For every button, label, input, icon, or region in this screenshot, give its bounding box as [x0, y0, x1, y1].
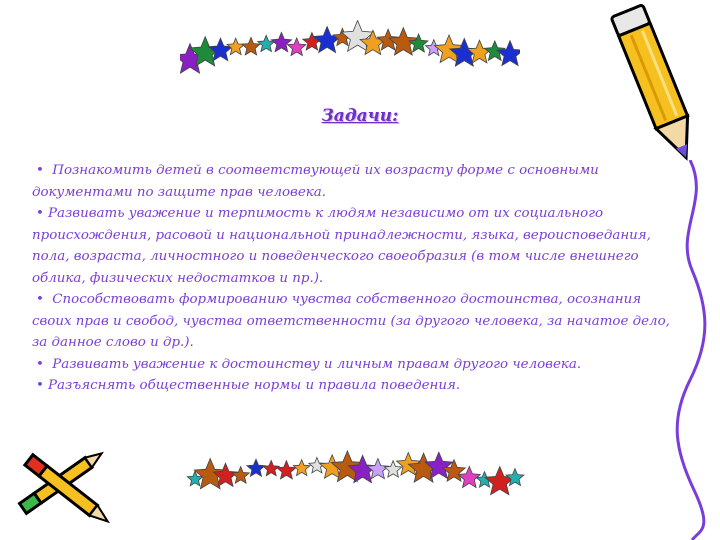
task-text: Разъяснять общественные нормы и правила поведения.	[48, 378, 461, 393]
wavy-line	[670, 160, 720, 540]
task-text: Познакомить детей в соответствующей их возрасту форме с основными документами по защите прав человека.	[32, 163, 599, 200]
star-icon	[303, 33, 321, 51]
list-item	[32, 375, 672, 397]
slide-title: Задачи:	[321, 106, 399, 126]
star-icon	[497, 41, 520, 66]
star-icon	[293, 460, 310, 476]
crossed-pencils-icon	[0, 430, 130, 540]
top-star-garland	[180, 20, 520, 80]
bullet-icon: •	[36, 356, 44, 372]
star-icon	[242, 37, 260, 55]
star-garland-bottom-group	[187, 451, 524, 495]
bottom-star-garland	[185, 445, 525, 505]
pencil-icon	[600, 0, 720, 175]
star-icon	[258, 35, 275, 51]
star-icon	[409, 34, 428, 52]
star-icon	[277, 461, 296, 479]
star-icon	[485, 467, 515, 495]
star-garland-top-group	[180, 21, 520, 74]
list-item	[32, 289, 672, 354]
list-item	[32, 160, 672, 203]
task-text: Способствовать формированию чувства собственного достоинства, осознания своих прав и свобод, чувства ответственности (за другого человека, за начатое дело, за данное слово и др.).	[32, 292, 670, 350]
bullet-icon: •	[36, 292, 44, 307]
task-list	[32, 160, 672, 397]
list-item	[32, 203, 672, 289]
star-icon	[271, 32, 291, 51]
bullet-icon: •	[36, 378, 44, 393]
task-text: Развивать уважение и терпимость к людям независимо от их социального происхождения, расовой и национальной принадлежности, языка, вероисповедания, пола, возраста, личностного и поведенческого своеобразия (в том числе внешнего облика, физических недостатков и пр.).	[32, 206, 651, 286]
bullet-icon: •	[36, 163, 44, 178]
star-icon	[367, 459, 388, 479]
star-icon	[232, 467, 249, 484]
list-item	[32, 354, 672, 376]
task-text: Развивать уважение к достоинству и личным правам другого человека.	[52, 356, 582, 372]
star-icon	[247, 459, 265, 476]
star-icon	[506, 469, 524, 486]
star-icon	[227, 38, 244, 54]
bullet-icon: •	[36, 206, 44, 221]
